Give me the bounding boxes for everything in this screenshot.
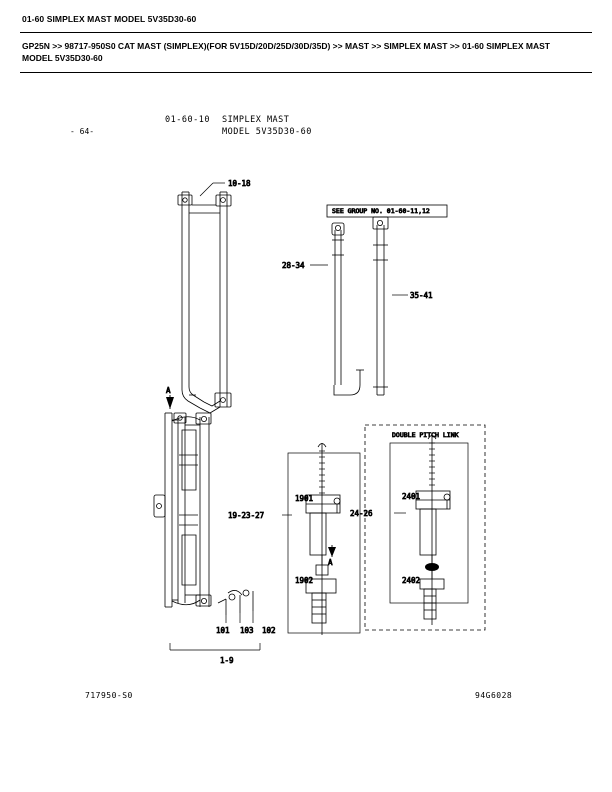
callout-2401-label: 2401 <box>402 492 421 501</box>
note-double-pitch-link: DOUBLE PITCH LINK <box>392 431 459 439</box>
callout-a-upper-label: A <box>166 386 171 395</box>
section-arrow-a-lower <box>328 545 336 567</box>
drawing-page-number: - 64- <box>70 127 95 136</box>
callout-35-41-label: 35-41 <box>410 291 433 300</box>
center-detail-assembly <box>288 443 360 635</box>
callout-a-lower-label: A <box>328 558 333 567</box>
callout-24-26-label: 24-26 <box>350 509 373 518</box>
drawing-artwork <box>60 95 552 715</box>
callout-1901-label: 1901 <box>295 494 314 503</box>
drawing-heading-line2: MODEL 5V35D30-60 <box>222 127 312 137</box>
breadcrumb: GP25N >> 98717-950S0 CAT MAST (SIMPLEX)(FOR 5V15D/20D/25D/30D/35D) >> MAST >> SIMPLEX MAST >> 01-60 SIMPLEX MAST MODEL 5V35D30-60 <box>22 41 550 63</box>
drawing-group-number: 01-60-10 <box>165 115 210 125</box>
callout-2402-label: 2402 <box>402 576 421 585</box>
lower-fork-details <box>218 590 253 615</box>
callout-101-label: 101 <box>216 626 230 635</box>
callout-28-34-label: 28-34 <box>282 261 305 270</box>
note-see-group: SEE GROUP NO. 01-60-11,12 <box>332 207 430 215</box>
drawing-footer-left: 717950-S0 <box>85 691 133 700</box>
parts-drawing <box>60 95 552 715</box>
divider-top <box>20 32 592 33</box>
callout-1-9-label: 1-9 <box>220 656 234 665</box>
lower-carriage-assembly <box>154 413 211 607</box>
callout-103-label: 103 <box>240 626 254 635</box>
upper-right-chain-assembly <box>327 205 447 395</box>
double-pitch-link-detail <box>365 425 485 630</box>
divider-bottom <box>20 72 592 73</box>
drawing-footer-right: 94G6028 <box>475 691 513 700</box>
callout-10-18-label: 10-18 <box>228 179 251 188</box>
callout-1902-label: 1902 <box>295 576 314 585</box>
callout-102-label: 102 <box>262 626 276 635</box>
callout-19-23-27-label: 19-23-27 <box>228 511 265 520</box>
page-title: 01-60 SIMPLEX MAST MODEL 5V35D30-60 <box>22 14 197 24</box>
drawing-heading-line1: SIMPLEX MAST <box>222 115 290 125</box>
section-arrow-a-upper <box>166 386 174 409</box>
upper-left-mast-assembly <box>178 192 231 413</box>
